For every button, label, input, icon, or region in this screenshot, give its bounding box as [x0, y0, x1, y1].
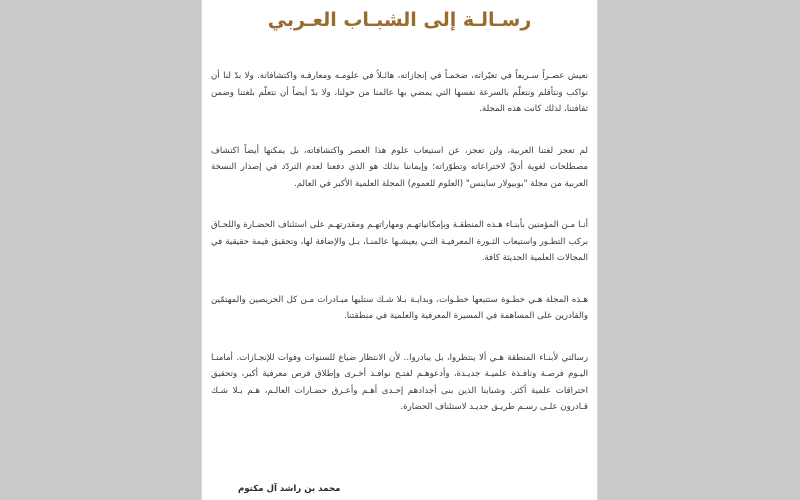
paragraph-4: هـذه المجلة هـي خطـوة ستتبعها خطـوات، وبدايـة بـلا شـك ستليها مبـادرات مـن كل الحريصين والمهتمّين والقادرين على المساهمة في المسيرة المعرفية والعلمية في منطقتنا.	[211, 294, 588, 321]
letter-body	[211, 68, 588, 441]
document-page	[201, 0, 598, 500]
paragraph-1: نعيش عصـراً سـريعاً في تغيّراته، ضخمـاً في إنجازاته، هائـلاً في علومـه ومعارفـه واكتشافاته. ولا بدّ لنا أن نواكب ونتأقلم ونتعلّم بالسرعة نفسها التي يمضي بها عالمنا من حولنا، ولا بدّ أيضاً أن نتعلّم بلغتنا وضمن ثقافتنا، لذلك كانت هذه المجلة.	[211, 71, 588, 114]
paragraph-3: أنـا مـن المؤمنين بأبنـاء هـذه المنطقـة وبإمكانياتهـم ومهاراتهـم ومقدرتهـم على استئناف الحضـارة واللحـاق بركب التطـور واستيعاب الثـورة المعرفيـة التـي يعيشـها عالمنـا، بـل والإضافة لها، وتحقيق قيمة حقيقية في المجالات العلمية الحديثة كافة.	[211, 220, 588, 263]
paragraph-2: لم تعجز لغتنا العربية، ولن تعجز، عن استيعاب علوم هذا العصر واكتشافاته، بل يمكنها أيضاً اكتشاف مصطلحات لغوية أدقّ لاختراعاته وتطوّراته؛ وإيماننا بذلك هو الذي دفعنا لعدم التردّد في إصدار النسخة العربية من مجلة "بوبيولار ساينس" (العلوم للعموم) المجلة العلمية الأكبر في العالم.	[211, 145, 588, 189]
signature: محمد بن راشد آل مكتوم	[238, 484, 341, 494]
paragraph-5: رسالتي لأبنـاء المنطقة هـي ألا ينتظروا، بل يبادروا.. لأن الانتظار ضياع للسنوات وفوات للإنجـازات. أمامنـا اليـوم فرصـة ونافـذة علميـة جديـدة، وأدعوهـم لفتـح نوافـذ أخـرى وإطلاق فرص معرفية أكبر، وتحقيق اختراقات علمية أكثر. وشبابنا الذين بنى أجدادهم إحـدى أهـم وأعـرق حضـارات العالـم، هـم بـلا شـك قـادرون علـى رسـم طريـق جديـد لاستئناف الحضارة.	[211, 352, 588, 412]
page-title: رسـالـة إلى الشبـاب العـربي	[267, 9, 532, 31]
